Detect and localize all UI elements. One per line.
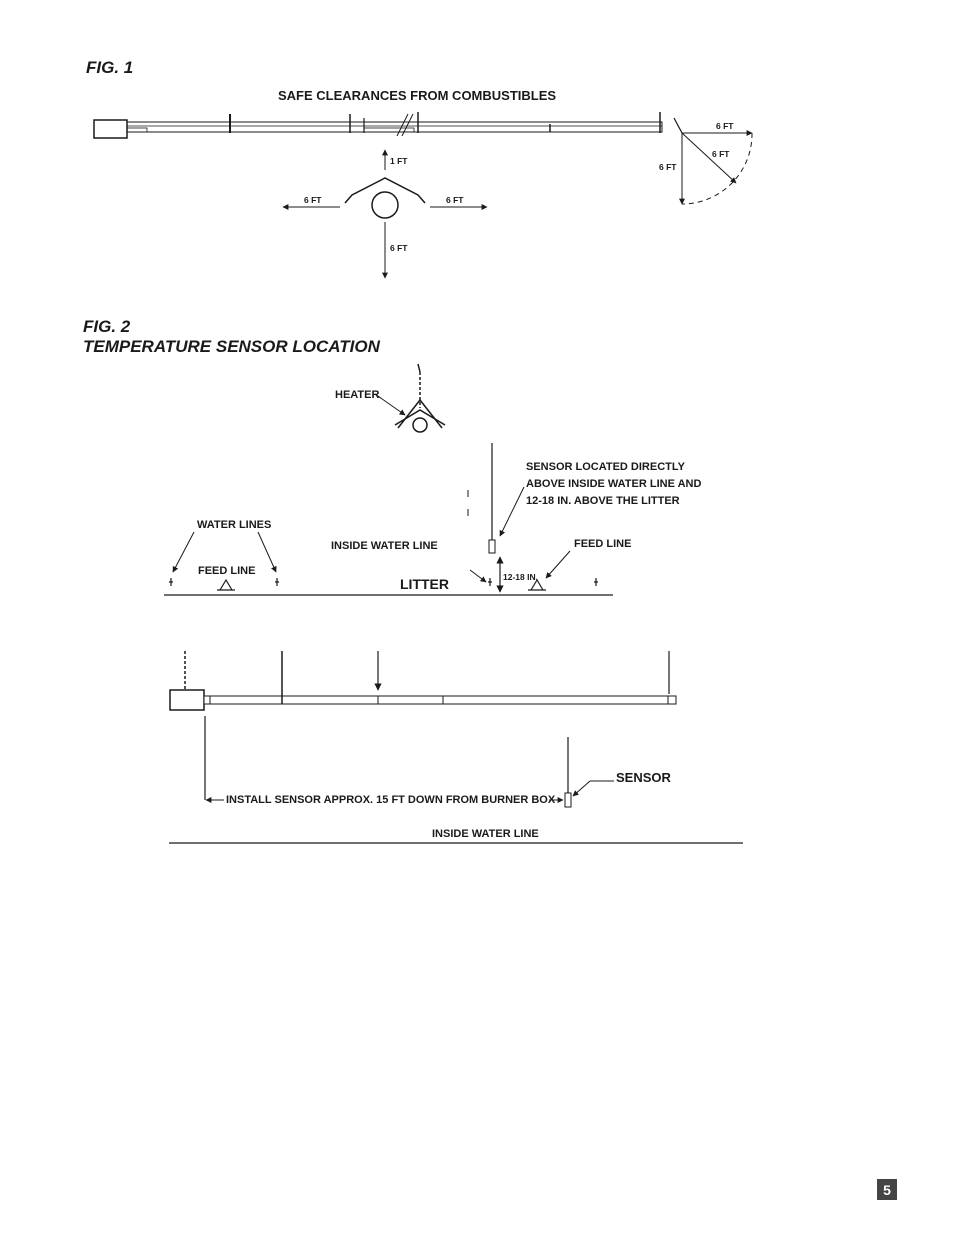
sensor-note-line1: SENSOR LOCATED DIRECTLY (526, 461, 685, 473)
sensor-label: SENSOR (616, 770, 671, 785)
fig1-heading: SAFE CLEARANCES FROM COMBUSTIBLES (278, 88, 557, 103)
sensor-note-line3: 12-18 IN. ABOVE THE LITTER (526, 495, 680, 507)
dim-left: 6 FT (304, 195, 322, 205)
water-lines-arrow-right (258, 532, 276, 572)
sensor-note-line2: ABOVE INSIDE WATER LINE AND (526, 478, 702, 490)
sensor-plan-body (565, 793, 571, 807)
install-note: INSTALL SENSOR APPROX. 15 FT DOWN FROM BURNER BOX (226, 794, 556, 806)
dim-end-top: 6 FT (716, 121, 734, 131)
dim-end-down: 6 FT (659, 162, 677, 172)
sensor-note-arrow (500, 487, 524, 536)
heater-cross-section (345, 178, 425, 218)
fig2-subtitle: TEMPERATURE SENSOR LOCATION (83, 337, 380, 356)
cross-section-clearance-arrows (283, 150, 487, 278)
feed-line-right-arrow (546, 551, 570, 578)
page-number: 5 (877, 1179, 897, 1200)
heater-side-view (94, 112, 682, 138)
dim-below: 6 FT (390, 243, 408, 253)
water-lines-arrow-left (173, 532, 194, 572)
feed-line-pans (217, 580, 546, 590)
fig2-elevation (164, 364, 701, 595)
fig2-title-label: FIG. 2 (83, 317, 131, 336)
end-clearance-arcs (682, 133, 752, 204)
dim-right: 6 FT (446, 195, 464, 205)
inside-water-line-arrow (470, 570, 486, 582)
dim-above: 1 FT (390, 156, 408, 166)
burner-collar (204, 696, 210, 704)
feed-line-right-label: FEED LINE (574, 538, 632, 550)
fig1-title: FIG. 1 (86, 58, 134, 77)
sensor-leader-arrow (573, 781, 590, 796)
water-lines-label: WATER LINES (197, 519, 272, 531)
fig2-plan (169, 651, 743, 843)
inside-water-line-label: INSIDE WATER LINE (331, 540, 438, 552)
feed-line-left-label: FEED LINE (198, 565, 256, 577)
inside-water-line-bottom-label: INSIDE WATER LINE (432, 828, 539, 840)
height-label: 12-18 IN. (503, 572, 538, 582)
litter-label: LITTER (400, 576, 449, 592)
fig1-diagram (94, 88, 752, 278)
heater-label: HEATER (335, 389, 380, 401)
heater-arrow (375, 394, 405, 415)
heater-hanging (395, 364, 445, 432)
burner-box (170, 690, 204, 710)
dim-end-diag: 6 FT (712, 149, 730, 159)
sensor-body (489, 540, 495, 553)
